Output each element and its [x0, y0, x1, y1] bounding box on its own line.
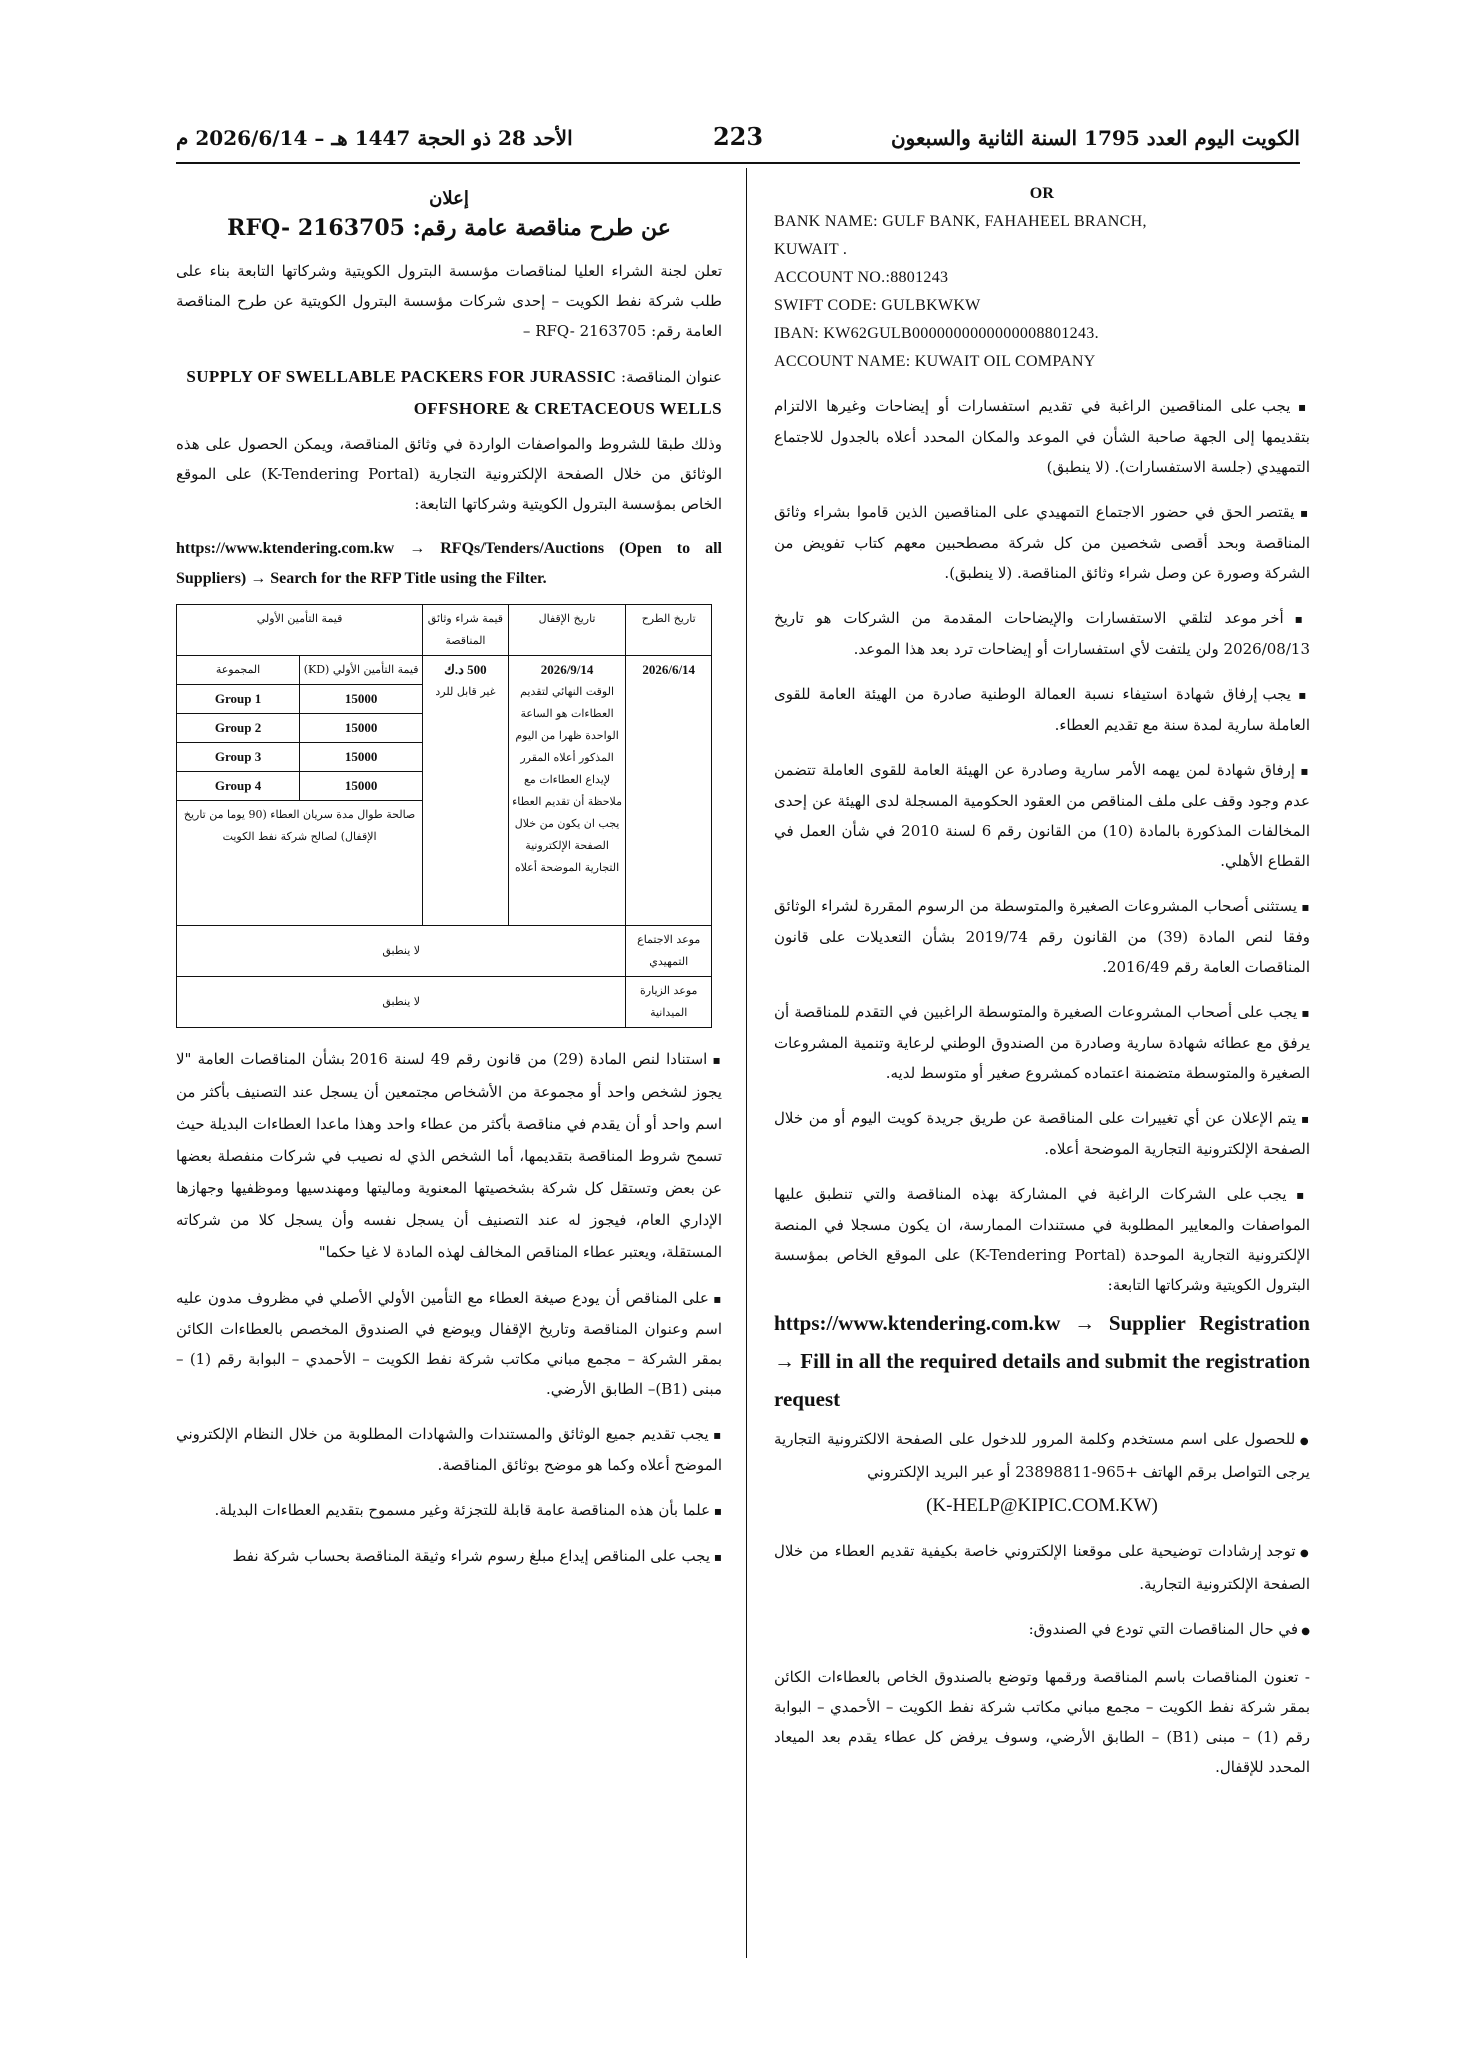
bank-line: ACCOUNT NAME: KUWAIT OIL COMPANY: [774, 353, 1096, 370]
condition-bullet: ▪ يجب إرفاق شهادة استيفاء نسبة العمالة الوطنية صادرة من الهيئة العامة للقوى العاملة سارية لمدة سنة مع تقديم العطاء.: [774, 679, 1310, 740]
right-column: [774, 180, 1310, 1786]
info-bullet: ● في حال المناقصات التي تودع في الصندوق:: [774, 1614, 1310, 1647]
condition-bullet: ▪ إرفاق شهادة لمن يهمه الأمر سارية وصادرة عن الهيئة العامة للقوى العاملة تتضمن عدم وجود وقف على ملف المناقص من العقود الحكومية المسجلة لدى الهيئة عن إحدى المخالفات المذكورة بالمادة (10) من القانون رقم 6 لسنة 2010 في شأن العمل في القطاع الأهلي.: [774, 755, 1310, 876]
condition-bullet: ▪ يجب على أصحاب المشروعات الصغيرة والمتوسطة الراغبين في التقدم للمناقصة أن يرفق مع عطائه شهادة سارية وصادرة من الصندوق الوطني لرعاية وتنمية المشروعات الصغيرة والمتوسطة متضمنة اعتماده كمشروع صغير أو متوسط لديه.: [774, 997, 1310, 1088]
group-name: Group 4: [177, 772, 300, 801]
bank-line: SWIFT CODE: GULBKWKW: [774, 297, 981, 314]
tender-url-path[interactable]: https://www.ktendering.com.kw → RFQs/Tenders/Auctions (Open to all Suppliers) → Search for the RFP Title using the Filter.: [176, 540, 722, 587]
header-issue-date: تاريخ الطرح: [626, 605, 712, 656]
info-bullet: ● توجد إرشادات توضيحية على موقعنا الإلكتروني خاصة بكيفية تقديم العطاء من خلال الصفحة الإلكترونية التجارية.: [774, 1536, 1310, 1599]
condition-bullet: ▪ علما بأن هذه المناقصة عامة قابلة للتجزئة وغير مسموح بتقديم العطاءات البديلة.: [176, 1495, 722, 1526]
bank-line: BANK NAME: GULF BANK, FAHAHEEL BRANCH,: [774, 213, 1147, 230]
issue-date-label: الأحد 28 ذو الحجة 1447 هـ – 2026/6/14 م: [176, 126, 573, 150]
group-name: Group 1: [177, 685, 300, 714]
doc-price-note: غير قابل للرد: [435, 685, 496, 698]
column-divider: [746, 168, 747, 1958]
group-value: 15000: [300, 714, 423, 743]
doc-price: 500 د.ك: [444, 662, 487, 677]
intro-paragraph: تعلن لجنة الشراء العليا لمناقصات مؤسسة البترول الكويتية وشركاتها التابعة بناء على طلب شركة نفط الكويت – إحدى شركات مؤسسة البترول الكويتية عن طرح المناقصة العامة رقم: RFQ- 2163705 –: [176, 262, 722, 340]
condition-bullet: ▪ يقتصر الحق في حضور الاجتماع التمهيدي على المناقصين الذين قاموا بشراء وثائق المناقصة وبحد أقصى شخصين من كل شركة مصطحبين معهم كتاب تفويض من الشركة وصورة عن وصل شراء وثائق المناقصة. (لا ينطبق).: [774, 497, 1310, 588]
prebid-label: موعد الاجتماع التمهيدي: [626, 926, 712, 977]
group-name: Group 3: [177, 743, 300, 772]
condition-bullet: ▪ على المناقص أن يودع صيغة العطاء مع التأمين الأولي الأصلي في مظروف مدون عليه اسم وعنوان المناقصة وتاريخ الإقفال ويوضع في الصندوق المخصص بالعطاءات الكائن بمقر الشركة – مجمع مباني مكاتب شركة نفط الكويت – الأحمدي – البوابة رقم (1) – مبنى (B1)– الطابق الأرضي.: [176, 1283, 722, 1404]
gazette-issue-label: الكويت اليوم العدد 1795 السنة الثانية والسبعون: [890, 126, 1300, 150]
group-value: 15000: [300, 743, 423, 772]
condition-bullet: ▪ يجب على الشركات الراغبة في المشاركة بهذه المناقصة والتي تنطبق عليها المواصفات والمعايير المطلوبة في مستندات الممارسة، ان يكون مسجلا في المنصة الإلكترونية التجارية الموحدة (K-Tendering Portal) على الموقع الخاص بمؤسسة البترول الكويتية وشركاتها التابعة:: [774, 1179, 1310, 1300]
group-value: 15000: [300, 772, 423, 801]
site-visit-value: لا ينطبق: [177, 977, 626, 1028]
group-value: 15000: [300, 685, 423, 714]
bank-details: [774, 180, 1310, 376]
info-bullet: ● للحصول على اسم مستخدم وكلمة المرور للدخول على الصفحة الالكترونية التجارية يرجى التواصل برقم الهاتف +965-23898811 أو عبر البريد الإلكتروني: [774, 1424, 1310, 1487]
bank-line: KUWAIT .: [774, 241, 848, 258]
header-bond-value: قيمة التأمين الأولي (KD): [300, 656, 423, 685]
rfq-title: عن طرح مناقصة عامة رقم: RFQ- 2163705: [227, 215, 671, 241]
close-date: 2026/9/14: [540, 662, 594, 677]
subject-text: SUPPLY OF SWELLABLE PACKERS FOR JURASSIC OFFSHORE & CRETACEOUS WELLS: [186, 367, 722, 418]
tender-details-table: [176, 604, 712, 1028]
condition-bullet: ▪ يجب على المناقصين الراغبة في تقديم استفسارات أو إيضاحات وغيرها الالتزام بتقديمها إلى الجهة صاحبة الشأن في الموعد والمكان المحدد أعلاه بالجدول للاجتماع التمهيدي (جلسة الاستفسارات). (لا ينطبق): [774, 391, 1310, 482]
close-note: الوقت النهائي لتقديم العطاءات هو الساعة الواحدة ظهرا من اليوم المذكور أعلاه المقرر لإيداع العطاءات مع ملاحظة أن تقديم العطاء يجب ان يكون من خلال الصفحة الإلكترونية التجارية الموضحة أعلاه: [512, 685, 622, 874]
site-visit-label: موعد الزيارة الميدانية: [626, 977, 712, 1028]
issue-date-cell: 2026/6/14: [626, 656, 712, 926]
header-doc-price: قيمة شراء وثائق المناقصة: [423, 605, 509, 656]
subject-block: [176, 361, 722, 425]
condition-bullet: ▪ استنادا لنص المادة (29) من قانون رقم 49 لسنة 2016 بشأن المناقصات العامة "لا يجوز لشخص واحد أو مجموعة من الأشخاص مجتمعين أن يسجل عند التصنيف بأكثر من اسم واحد أو أن يقدم في مناقصة بأكثر من عطاء واحد وهذا ماعدا العطاءات البديلة حيث تسمح شروط المناقصة بتقديمها، أما الشخص الذي له نصيب في شركات منفصلة بعضها عن بعض وتستقل كل شركة بشخصيتها المعنوية وماليتها ومهندسيها وموظفيها وجهازها الإداري العام، فيجوز له عند التصنيف أن يسجل نفسه وأن يسجل كلا من شركاته المستقلة، ويعتبر عطاء المناقص المخالف لهذه المادة لا غيا حكما": [176, 1043, 722, 1268]
subject-label: عنوان المناقصة:: [621, 368, 722, 386]
left-column: [176, 180, 722, 1576]
bond-validity: صالحة طوال مدة سريان العطاء (90 يوما من تاريخ الإقفال) لصالح شركة نفط الكويت: [177, 801, 423, 926]
condition-bullet: ▪ يجب على المناقص إيداع مبلغ رسوم شراء وثيقة المناقصة بحساب شركة نفط: [176, 1541, 722, 1572]
group-name: Group 2: [177, 714, 300, 743]
condition-bullet: ▪ يستثنى أصحاب المشروعات الصغيرة والمتوسطة من الرسوم المقررة لشراء الوثائق وفقا لنص المادة (39) من القانون رقم 2019/74 بشأن التعديلات على قانون المناقصات العامة رقم 2016/49.: [774, 891, 1310, 982]
or-label: OR: [1029, 185, 1055, 202]
condition-bullet: ▪ يتم الإعلان عن أي تغييرات على المناقصة عن طريق جريدة كويت اليوم أو من خلال الصفحة الإلكترونية التجارية الموضحة أعلاه.: [774, 1103, 1310, 1164]
announcement-heading: إعلان: [429, 188, 469, 209]
supplier-registration-path[interactable]: https://www.ktendering.com.kw → Supplier Registration → Fill in all the required details and submit the registration request: [774, 1311, 1310, 1411]
condition-bullet: ▪ يجب تقديم جميع الوثائق والمستندات والشهادات المطلوبة من خلال النظام الإلكتروني الموضح أعلاه وكما هو موضح بوثائق المناقصة.: [176, 1419, 722, 1480]
bank-line: IBAN: KW62GULB0000000000000008801243.: [774, 325, 1099, 342]
doc-price-cell: [423, 656, 509, 926]
header-bond: قيمة التأمين الأولي: [177, 605, 423, 656]
header-group: المجموعة: [177, 656, 300, 685]
close-date-cell: [508, 656, 626, 926]
header-rule: [176, 162, 1300, 164]
bank-line: ACCOUNT NO.:8801243: [774, 269, 949, 286]
documents-paragraph: وذلك طبقا للشروط والمواصفات الواردة في وثائق المناقصة، ويمكن الحصول على هذه الوثائق من خلال الصفحة الإلكترونية التجارية (K-Tendering Portal) على الموقع الخاص بمؤسسة البترول الكويتية وشركاتها التابعة:: [176, 435, 722, 513]
prebid-value: لا ينطبق: [177, 926, 626, 977]
condition-bullet: ▪ أخر موعد لتلقي الاستفسارات والإيضاحات المقدمة من الشركات هو تاريخ 2026/08/13 ولن يلتفت لأي استفسارات أو إيضاحات ترد بعد هذا الموعد.: [774, 603, 1310, 664]
header-close-date: تاريخ الإقفال: [508, 605, 626, 656]
page-number: 223: [712, 122, 764, 151]
page-header: [176, 118, 1300, 158]
helpdesk-email[interactable]: (K-HELP@KIPIC.COM.KW): [926, 1495, 1158, 1516]
box-instructions: - تعنون المناقصات باسم المناقصة ورقمها وتوضع بالصندوق الخاص بالعطاءات الكائن بمقر شركة نفط الكويت – مجمع مباني مكاتب شركة نفط الكويت – الأحمدي – البوابة رقم (1) – مبنى (B1) – الطابق الأرضي، وسوف يرفض كل عطاء يقدم بعد الميعاد المحدد للإقفال.: [774, 1668, 1310, 1776]
